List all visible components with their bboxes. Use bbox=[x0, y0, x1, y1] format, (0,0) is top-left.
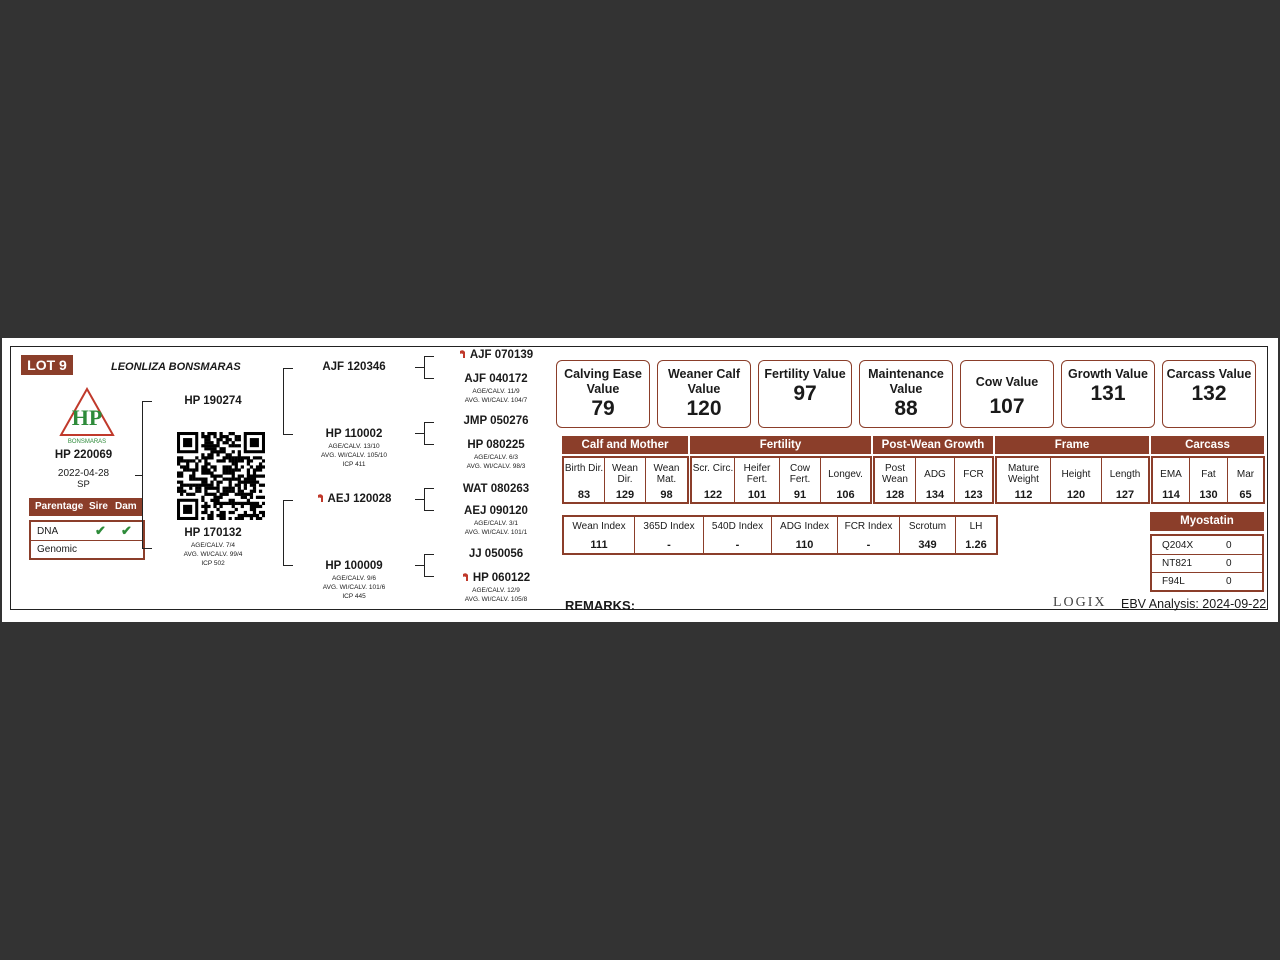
sds-id: JMP 050276 bbox=[463, 415, 529, 427]
lot-number: LOT 9 bbox=[21, 355, 73, 375]
value-box-growth bbox=[1061, 360, 1155, 428]
trait-value: 130 bbox=[1199, 489, 1218, 501]
dam-icp: ICP 502 bbox=[201, 560, 225, 567]
sire-label: Sire bbox=[89, 501, 108, 512]
dds-id: JJ 050056 bbox=[468, 548, 524, 560]
connector-line bbox=[142, 548, 152, 549]
trait-cell bbox=[875, 458, 916, 502]
index-value: - bbox=[866, 539, 871, 551]
trait-label: Mar bbox=[1236, 469, 1255, 480]
trait-value: 134 bbox=[925, 489, 945, 501]
dam-details bbox=[173, 541, 253, 568]
trait-label: Height bbox=[1061, 469, 1091, 480]
trait-cell bbox=[916, 458, 955, 502]
dam-id: HP 170132 bbox=[184, 527, 242, 539]
index-value: - bbox=[667, 539, 671, 551]
index-label: FCR Index bbox=[844, 521, 893, 532]
card-frame bbox=[10, 346, 1268, 613]
trait-cell bbox=[735, 458, 780, 502]
logo-text: BONSMARAS bbox=[67, 439, 107, 445]
value-number: 132 bbox=[1191, 382, 1227, 405]
parentage-row-label: DNA bbox=[37, 526, 59, 537]
trait-label: EMA bbox=[1160, 469, 1182, 480]
connector-line bbox=[283, 500, 284, 566]
value-number: 107 bbox=[989, 395, 1025, 418]
sire-dam-id: HP 110002 bbox=[325, 428, 383, 440]
group-fertility bbox=[690, 456, 872, 504]
trait-label: Wean Mat. bbox=[653, 463, 680, 485]
trait-cell bbox=[1190, 458, 1228, 502]
parentage-label: Parentage bbox=[35, 501, 84, 512]
trait-label: FCR bbox=[963, 469, 984, 480]
trait-cell bbox=[646, 458, 687, 502]
dam-sire-id-text: AEJ 120028 bbox=[327, 493, 392, 505]
connector-line bbox=[283, 368, 284, 435]
trait-value: 123 bbox=[964, 489, 983, 501]
value-box-calving-ease bbox=[556, 360, 650, 428]
trait-cell bbox=[955, 458, 992, 502]
trait-label: Post Wean bbox=[882, 463, 908, 485]
dam-dam-icp: ICP 445 bbox=[342, 593, 366, 600]
connector-line bbox=[424, 422, 425, 445]
calving-mark-icon bbox=[462, 573, 470, 582]
sire-id: HP 190274 bbox=[184, 395, 242, 407]
myostatin-header: Myostatin bbox=[1150, 512, 1264, 531]
group-header-frame: Frame bbox=[995, 436, 1149, 454]
trait-cell bbox=[692, 458, 735, 502]
myostatin-row bbox=[1152, 536, 1262, 555]
ddd-details bbox=[451, 586, 541, 604]
dsd-avg: AVG. WI/CALV. 101/1 bbox=[464, 529, 528, 536]
value-box-maintenance bbox=[859, 360, 953, 428]
trait-value: 65 bbox=[1239, 489, 1252, 501]
index-label: 540D Index bbox=[711, 521, 764, 532]
connector-line bbox=[424, 444, 434, 445]
ssd-id: AJF 040172 bbox=[464, 373, 528, 385]
connector-line bbox=[283, 500, 293, 501]
sire-dam-age: AGE/CALV. 13/10 bbox=[328, 443, 380, 450]
calving-mark-icon bbox=[317, 494, 325, 503]
trait-cell bbox=[997, 458, 1051, 502]
trait-cell bbox=[605, 458, 646, 502]
trait-value: 83 bbox=[577, 489, 591, 501]
logo-letters: HP bbox=[71, 405, 103, 430]
myostatin-row bbox=[1152, 554, 1262, 573]
connector-line bbox=[424, 422, 434, 423]
value-box-cow bbox=[960, 360, 1054, 428]
group-calf-mother bbox=[562, 456, 689, 504]
trait-cell bbox=[1051, 458, 1102, 502]
value-number: 79 bbox=[591, 397, 615, 420]
group-post-wean bbox=[873, 456, 994, 504]
trait-cell bbox=[1102, 458, 1148, 502]
index-cell bbox=[564, 517, 635, 553]
value-title: Maintenance Value bbox=[868, 367, 944, 396]
value-box-carcass bbox=[1162, 360, 1256, 428]
trait-value: 101 bbox=[747, 489, 767, 501]
index-value: 111 bbox=[590, 539, 608, 551]
lot-card bbox=[2, 338, 1278, 622]
index-label: Wean Index bbox=[572, 521, 626, 532]
trait-value: 128 bbox=[885, 489, 905, 501]
connector-line bbox=[424, 554, 425, 577]
ssd-details bbox=[451, 387, 541, 405]
connector-line bbox=[424, 378, 434, 379]
group-header-calf-mother: Calf and Mother bbox=[562, 436, 688, 454]
dsd-id: AEJ 090120 bbox=[464, 505, 528, 517]
animal-dob: 2022-04-28 bbox=[57, 468, 110, 479]
parentage-row-label: Genomic bbox=[37, 544, 78, 555]
value-title: Cow Value bbox=[975, 375, 1039, 389]
sdd-details bbox=[451, 453, 541, 471]
sire-sire-id: AJF 120346 bbox=[322, 361, 386, 373]
ssd-age: AGE/CALV. 11/9 bbox=[472, 388, 520, 395]
trait-cell bbox=[821, 458, 870, 502]
trait-value: 98 bbox=[660, 489, 673, 501]
index-label: ADG Index bbox=[780, 521, 829, 532]
index-cell bbox=[772, 517, 838, 553]
value-title: Carcass Value bbox=[1166, 367, 1252, 381]
trait-cell bbox=[1153, 458, 1190, 502]
connector-line bbox=[424, 488, 434, 489]
index-value: - bbox=[735, 539, 740, 551]
connector-line bbox=[283, 565, 293, 566]
trait-value: 91 bbox=[793, 489, 807, 501]
trait-cell bbox=[780, 458, 821, 502]
trait-value: 106 bbox=[836, 489, 855, 501]
index-cell bbox=[900, 517, 956, 553]
value-box-fertility bbox=[758, 360, 852, 428]
parentage-header bbox=[29, 498, 143, 516]
parentage-row-dna bbox=[31, 522, 143, 541]
myostatin-row bbox=[1152, 572, 1262, 590]
dam-avg: AVG. WI/CALV. 99/4 bbox=[183, 551, 243, 558]
dam-age: AGE/CALV. 7/4 bbox=[190, 542, 236, 549]
trait-label: Length bbox=[1109, 469, 1141, 480]
dam-sire-id bbox=[311, 493, 397, 505]
trait-value: 129 bbox=[615, 489, 635, 501]
dam-check-icon: ✔ bbox=[121, 523, 132, 538]
trait-label: ADG bbox=[924, 469, 946, 480]
animal-code: SP bbox=[77, 479, 90, 490]
index-value: 349 bbox=[918, 539, 937, 551]
ebv-analysis-date: EBV Analysis: 2024-09-22 bbox=[1121, 597, 1267, 611]
breeder-name: LEONLIZA BONSMARAS bbox=[111, 361, 241, 373]
trait-value: 120 bbox=[1066, 489, 1086, 501]
dam-dam-details bbox=[311, 574, 397, 601]
trait-value: 114 bbox=[1162, 489, 1180, 501]
trait-label: Scr. Circ. bbox=[692, 463, 734, 474]
connector-line bbox=[424, 576, 434, 577]
index-cell bbox=[704, 517, 772, 553]
connector-line bbox=[283, 434, 293, 435]
value-box-weaner-calf bbox=[657, 360, 751, 428]
parentage-row-genomic bbox=[31, 540, 143, 558]
ddd-id bbox=[451, 572, 541, 584]
gene-name: F94L bbox=[1162, 576, 1185, 587]
index-cell bbox=[956, 517, 996, 553]
remarks-label: REMARKS: bbox=[565, 598, 636, 613]
index-label: 365D Index bbox=[643, 521, 695, 532]
value-number: 120 bbox=[686, 397, 722, 420]
trait-label: Birth Dir. bbox=[564, 463, 604, 474]
group-carcass bbox=[1151, 456, 1265, 504]
ddd-age: AGE/CALV. 12/9 bbox=[472, 587, 520, 594]
sire-check-icon: ✔ bbox=[95, 523, 106, 538]
dam-dam-age: AGE/CALV. 9/6 bbox=[331, 575, 377, 582]
parentage-table bbox=[29, 520, 145, 560]
index-label: Scrotum bbox=[908, 521, 947, 532]
gene-result: 0 bbox=[1226, 576, 1232, 587]
group-header-fertility: Fertility bbox=[690, 436, 871, 454]
dam-label: Dam bbox=[115, 501, 137, 512]
dsd-age: AGE/CALV. 3/1 bbox=[473, 520, 519, 527]
sire-dam-details bbox=[311, 442, 397, 469]
sire-dam-icp: ICP 411 bbox=[342, 461, 366, 468]
bonsmaras-logo-icon bbox=[59, 387, 115, 445]
gene-name: NT821 bbox=[1162, 558, 1193, 569]
connector-line bbox=[424, 510, 434, 511]
animal-id: HP 220069 bbox=[54, 449, 113, 461]
sire-dam-avg: AVG. WI/CALV. 105/10 bbox=[321, 452, 387, 459]
sdd-age: AGE/CALV. 6/3 bbox=[473, 454, 519, 461]
value-title: Growth Value bbox=[1068, 367, 1148, 381]
value-title: Calving Ease Value bbox=[564, 367, 642, 396]
index-value: 110 bbox=[795, 539, 814, 551]
dss-id: WAT 080263 bbox=[462, 483, 530, 495]
gene-result: 0 bbox=[1226, 540, 1232, 551]
sss-id-text: AJF 070139 bbox=[469, 349, 534, 361]
trait-label: Cow Fert. bbox=[789, 463, 811, 485]
sss-id bbox=[451, 349, 541, 361]
value-number: 97 bbox=[793, 382, 817, 405]
index-label: LH bbox=[969, 521, 983, 532]
trait-label: Wean Dir. bbox=[612, 463, 638, 485]
connector-line bbox=[142, 401, 143, 549]
group-header-carcass: Carcass bbox=[1151, 436, 1264, 454]
calving-mark-icon bbox=[459, 350, 467, 359]
connector-line bbox=[424, 488, 425, 511]
value-number: 131 bbox=[1090, 382, 1126, 405]
sdd-id: HP 080225 bbox=[467, 439, 525, 451]
trait-cell bbox=[564, 458, 605, 502]
value-title: Fertility Value bbox=[764, 367, 846, 381]
trait-label: Fat bbox=[1201, 469, 1216, 480]
connector-line bbox=[424, 356, 434, 357]
group-header-post-wean: Post-Wean Growth bbox=[873, 436, 993, 454]
group-frame bbox=[995, 456, 1150, 504]
connector-line bbox=[283, 368, 293, 369]
trait-value: 127 bbox=[1115, 489, 1135, 501]
trait-value: 122 bbox=[703, 489, 723, 501]
gene-name: Q204X bbox=[1162, 540, 1194, 551]
sdd-avg: AVG. WI/CALV. 98/3 bbox=[466, 463, 526, 470]
index-table bbox=[562, 515, 998, 555]
connector-line bbox=[424, 554, 434, 555]
connector-line bbox=[424, 356, 425, 379]
qr-code-icon[interactable] bbox=[177, 432, 265, 520]
connector-line bbox=[142, 401, 152, 402]
dsd-details bbox=[451, 519, 541, 537]
logix-logo: LOGIX bbox=[1053, 595, 1107, 610]
dam-dam-avg: AVG. WI/CALV. 101/6 bbox=[322, 584, 386, 591]
ddd-avg: AVG. WI/CALV. 105/8 bbox=[464, 596, 528, 603]
ssd-avg: AVG. WI/CALV. 104/7 bbox=[464, 397, 528, 404]
index-value: 1.26 bbox=[965, 539, 987, 551]
value-title: Weaner Calf Value bbox=[667, 367, 740, 396]
index-cell bbox=[635, 517, 704, 553]
value-number: 88 bbox=[894, 397, 918, 420]
trait-cell bbox=[1228, 458, 1263, 502]
trait-value: 112 bbox=[1014, 489, 1033, 501]
ddd-id-text: HP 060122 bbox=[472, 572, 531, 584]
gene-result: 0 bbox=[1226, 558, 1232, 569]
trait-label: Longev. bbox=[828, 469, 863, 480]
myostatin-table bbox=[1150, 534, 1264, 592]
index-cell bbox=[838, 517, 900, 553]
trait-label: Heifer Fert. bbox=[743, 463, 771, 485]
dam-dam-id: HP 100009 bbox=[325, 560, 383, 572]
trait-label: Mature Weight bbox=[1007, 463, 1040, 485]
